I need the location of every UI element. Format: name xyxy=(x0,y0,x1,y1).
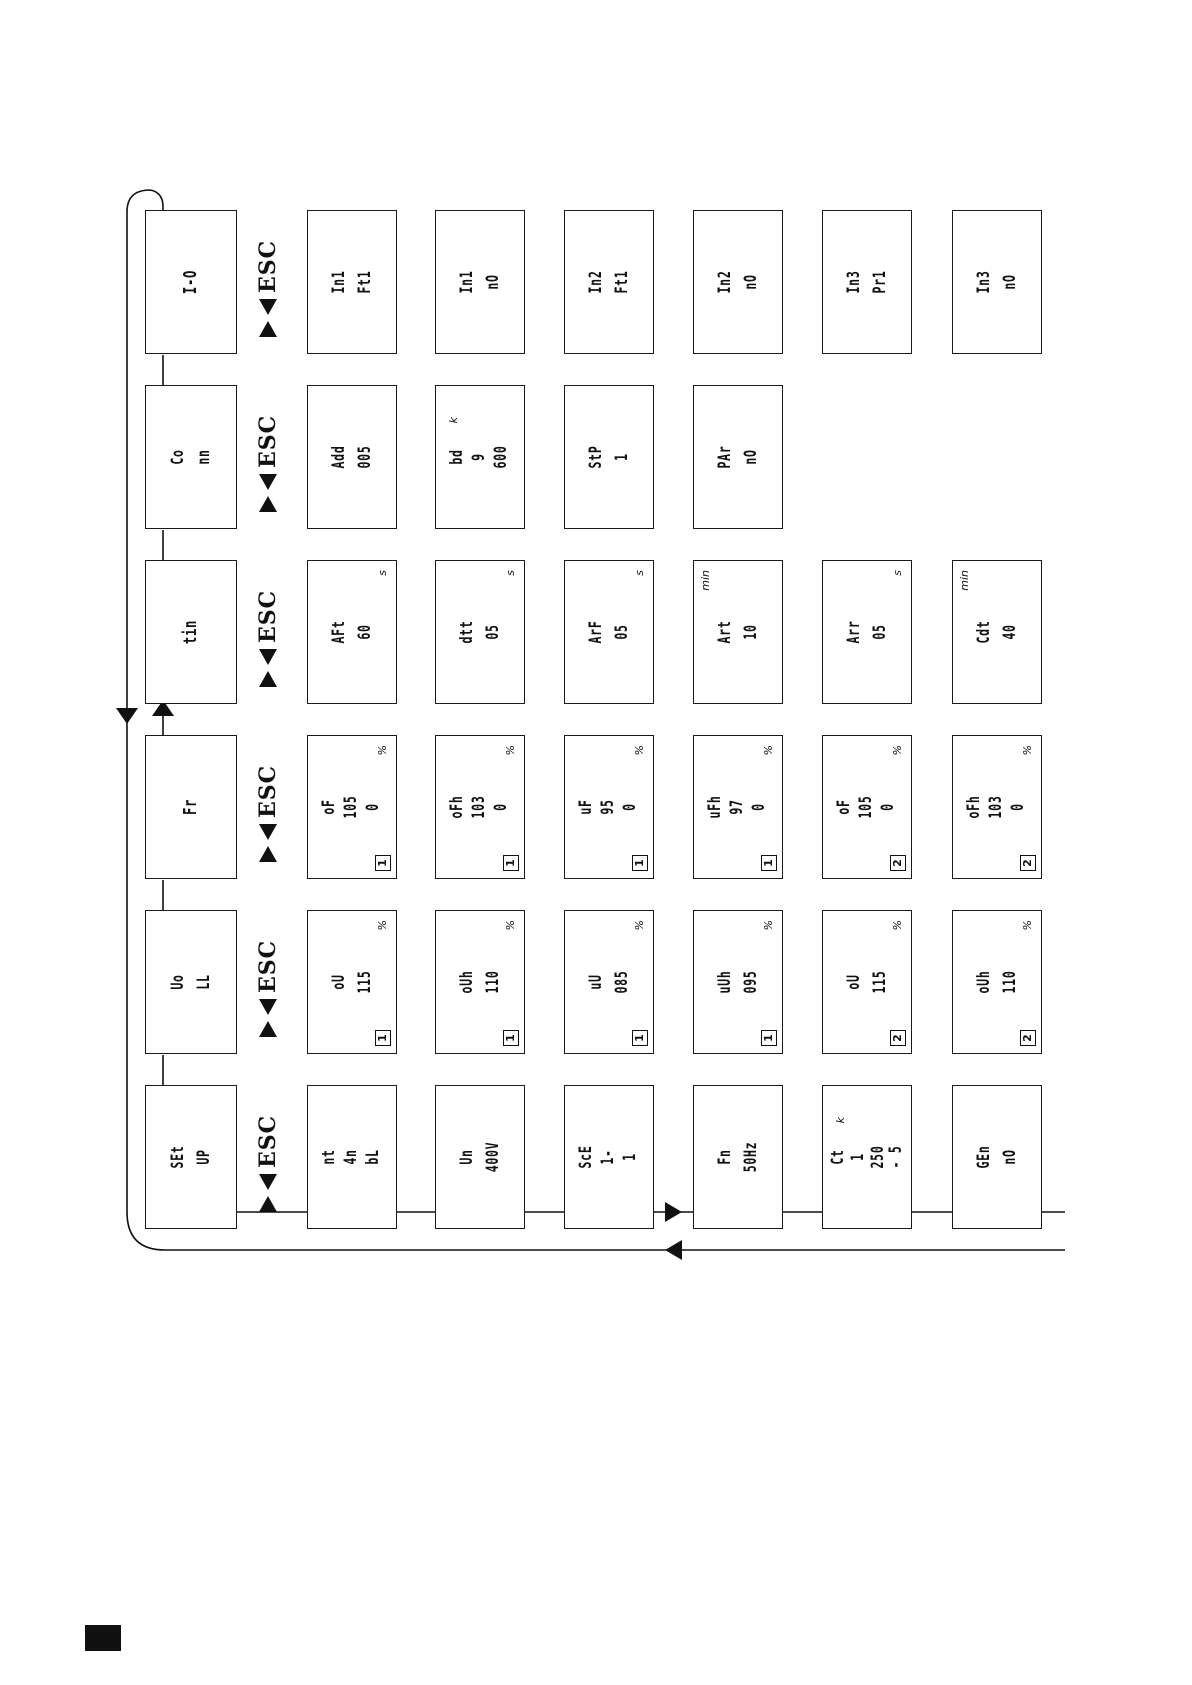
lcd-line: 0 xyxy=(363,803,383,811)
channel-badge: 1 xyxy=(761,1030,777,1046)
unit-label: % xyxy=(376,745,389,756)
channel-badge: 1 xyxy=(632,855,648,871)
lcd-display xyxy=(437,212,523,352)
unit-label: % xyxy=(504,920,517,931)
lcd-line: oUh xyxy=(457,970,477,994)
lcd-display xyxy=(309,1087,395,1227)
unit-label: % xyxy=(504,745,517,756)
lcd-line: 095 xyxy=(741,970,761,994)
unit-label: min xyxy=(958,570,971,591)
lcd-line: uFh xyxy=(705,795,725,819)
parameter-frequency-6[interactable] xyxy=(952,735,1042,879)
unit-label: % xyxy=(376,920,389,931)
menu-voltage[interactable] xyxy=(145,910,237,1054)
channel-badge: 1 xyxy=(375,855,391,871)
lcd-line: oUh xyxy=(974,970,994,994)
lcd-display xyxy=(954,737,1040,877)
lcd-line: tin xyxy=(180,619,201,645)
parameter-io-1[interactable] xyxy=(307,210,397,354)
esc-nav-row xyxy=(255,227,281,337)
lcd-line: 110 xyxy=(1000,970,1020,994)
lcd-display xyxy=(695,1087,781,1227)
esc-navigation[interactable] xyxy=(255,1102,281,1212)
unit-label: % xyxy=(891,920,904,931)
kilo-marker: k xyxy=(834,1117,847,1124)
lcd-display xyxy=(566,212,652,352)
lcd-line: 105 xyxy=(341,795,361,819)
parameter-frequency-2[interactable] xyxy=(435,735,525,879)
lcd-line: 250 xyxy=(868,1145,888,1169)
lcd-line: 50Hz xyxy=(741,1141,761,1173)
lcd-line: nO xyxy=(741,449,761,465)
lcd-display xyxy=(566,562,652,702)
arrow-down-icon[interactable] xyxy=(259,671,277,687)
arrow-down-icon[interactable] xyxy=(259,846,277,862)
lcd-line: In1 xyxy=(329,270,349,294)
lcd-line: 05 xyxy=(870,624,890,640)
lcd-line: 600 xyxy=(491,445,511,469)
lcd-display xyxy=(309,912,395,1052)
parameter-communication-3[interactable] xyxy=(564,385,654,529)
lcd-line: 05 xyxy=(483,624,503,640)
parameter-communication-4[interactable] xyxy=(693,385,783,529)
lcd-line: dtt xyxy=(457,620,477,644)
lcd-display xyxy=(954,912,1040,1052)
arrow-up-icon[interactable] xyxy=(259,474,277,490)
lcd-line: 115 xyxy=(355,970,375,994)
lcd-line: ScE xyxy=(576,1145,596,1169)
arrow-up-icon[interactable] xyxy=(259,649,277,665)
esc-label[interactable]: ESC xyxy=(255,589,281,643)
channel-badge: 1 xyxy=(761,855,777,871)
parameter-timers-6[interactable] xyxy=(952,560,1042,704)
arrow-down-icon[interactable] xyxy=(259,1196,277,1212)
lcd-display xyxy=(695,737,781,877)
parameter-timers-2[interactable] xyxy=(435,560,525,704)
arrow-down-icon[interactable] xyxy=(259,321,277,337)
lcd-line: 005 xyxy=(355,445,375,469)
lcd-line: Add xyxy=(329,445,349,469)
lcd-line: Fr xyxy=(180,798,201,816)
lcd-line: SEt xyxy=(168,1145,188,1169)
lcd-display xyxy=(437,737,523,877)
lcd-line: 1- xyxy=(598,1149,618,1165)
lcd-line: 4n xyxy=(341,1149,361,1165)
lcd-display xyxy=(148,912,234,1052)
lcd-line: 10 xyxy=(741,624,761,640)
parameter-voltage-1[interactable] xyxy=(307,910,397,1054)
parameter-setup-1[interactable] xyxy=(307,1085,397,1229)
channel-badge: 2 xyxy=(1020,855,1036,871)
lcd-display xyxy=(954,562,1040,702)
lcd-line: Arr xyxy=(844,620,864,644)
lcd-display xyxy=(824,562,910,702)
parameter-frequency-3[interactable] xyxy=(564,735,654,879)
esc-navigation[interactable] xyxy=(255,227,281,337)
lcd-line: bL xyxy=(363,1149,383,1165)
arrow-up-icon[interactable] xyxy=(259,299,277,315)
lcd-line: 95 xyxy=(598,799,618,815)
lcd-display xyxy=(695,387,781,527)
lcd-line: Ft1 xyxy=(355,270,375,294)
menu-communication[interactable] xyxy=(145,385,237,529)
lcd-line: 40 xyxy=(1000,624,1020,640)
parameter-voltage-4[interactable] xyxy=(693,910,783,1054)
lcd-line: Ft1 xyxy=(612,270,632,294)
lcd-line: Pr1 xyxy=(870,270,890,294)
esc-navigation[interactable] xyxy=(255,577,281,687)
lcd-line: Uo xyxy=(168,974,188,990)
lcd-line: Fn xyxy=(715,1149,735,1165)
lcd-line: 105 xyxy=(856,795,876,819)
channel-badge: 1 xyxy=(503,855,519,871)
lcd-line: 0 xyxy=(620,803,640,811)
lcd-display xyxy=(148,1087,234,1227)
channel-badge: 1 xyxy=(632,1030,648,1046)
lcd-display xyxy=(309,212,395,352)
lcd-line: 9 xyxy=(469,453,489,461)
esc-nav-row xyxy=(255,402,281,512)
lcd-line: ArF xyxy=(586,620,606,644)
lcd-line: 60 xyxy=(355,624,375,640)
lcd-line: PAr xyxy=(715,445,735,469)
esc-label[interactable]: ESC xyxy=(255,239,281,293)
lcd-line: 085 xyxy=(612,970,632,994)
lcd-display xyxy=(695,912,781,1052)
parameter-setup-3[interactable] xyxy=(564,1085,654,1229)
lcd-display xyxy=(695,562,781,702)
lcd-display xyxy=(437,562,523,702)
lcd-line: Un xyxy=(457,1149,477,1165)
parameter-voltage-2[interactable] xyxy=(435,910,525,1054)
kilo-marker: k xyxy=(447,417,460,424)
esc-navigation[interactable] xyxy=(255,927,281,1037)
arrow-up-icon[interactable] xyxy=(259,1174,277,1190)
arrow-up-icon[interactable] xyxy=(259,824,277,840)
menu-frequency[interactable] xyxy=(145,735,237,879)
lcd-line: nO xyxy=(1000,1149,1020,1165)
parameter-voltage-6[interactable] xyxy=(952,910,1042,1054)
parameter-timers-1[interactable] xyxy=(307,560,397,704)
page-marker xyxy=(85,1625,121,1651)
unit-label: s xyxy=(504,570,517,576)
lcd-line: nt xyxy=(319,1149,339,1165)
lcd-line: 103 xyxy=(469,795,489,819)
lcd-line: Ct xyxy=(828,1149,848,1165)
lcd-line: nn xyxy=(194,449,214,465)
lcd-line: 1 xyxy=(612,453,632,461)
lcd-display xyxy=(148,737,234,877)
lcd-display xyxy=(824,912,910,1052)
lcd-display xyxy=(566,912,652,1052)
lcd-line: 110 xyxy=(483,970,503,994)
lcd-line: 1 xyxy=(620,1153,640,1161)
unit-label: % xyxy=(1021,920,1034,931)
parameter-frequency-1[interactable] xyxy=(307,735,397,879)
lcd-line: nO xyxy=(741,274,761,290)
parameter-frequency-4[interactable] xyxy=(693,735,783,879)
lcd-line: oFh xyxy=(447,795,467,819)
lcd-display xyxy=(695,212,781,352)
lcd-display xyxy=(148,387,234,527)
esc-navigation[interactable] xyxy=(255,402,281,512)
parameter-io-6[interactable] xyxy=(952,210,1042,354)
lcd-display xyxy=(824,1087,910,1227)
lcd-line: 0 xyxy=(878,803,898,811)
lcd-line: 103 xyxy=(986,795,1006,819)
arrow-up-icon[interactable] xyxy=(259,999,277,1015)
esc-label[interactable]: ESC xyxy=(255,1114,281,1168)
unit-label: s xyxy=(633,570,646,576)
parameter-timers-3[interactable] xyxy=(564,560,654,704)
esc-nav-row xyxy=(255,752,281,862)
unit-label: s xyxy=(376,570,389,576)
menu-timers[interactable] xyxy=(145,560,237,704)
lcd-display xyxy=(824,212,910,352)
lcd-line: oF xyxy=(834,799,854,815)
unit-label: s xyxy=(891,570,904,576)
lcd-line: StP xyxy=(586,445,606,469)
parameter-voltage-5[interactable] xyxy=(822,910,912,1054)
unit-label: % xyxy=(1021,745,1034,756)
channel-badge: 1 xyxy=(503,1030,519,1046)
lcd-line: I-O xyxy=(180,269,201,295)
lcd-display xyxy=(566,737,652,877)
unit-label: % xyxy=(633,920,646,931)
esc-navigation[interactable] xyxy=(255,752,281,862)
esc-label[interactable]: ESC xyxy=(255,414,281,468)
esc-nav-row xyxy=(255,1102,281,1212)
lcd-display xyxy=(824,737,910,877)
channel-badge: 2 xyxy=(1020,1030,1036,1046)
lcd-display xyxy=(148,562,234,702)
lcd-line: oF xyxy=(319,799,339,815)
unit-label: % xyxy=(762,920,775,931)
lcd-display xyxy=(309,387,395,527)
lcd-display xyxy=(437,387,523,527)
unit-label: % xyxy=(762,745,775,756)
esc-nav-row xyxy=(255,577,281,687)
lcd-line: Co xyxy=(168,449,188,465)
channel-badge: 1 xyxy=(375,1030,391,1046)
parameter-setup-6[interactable] xyxy=(952,1085,1042,1229)
lcd-line: 05 xyxy=(612,624,632,640)
lcd-line: uU xyxy=(586,974,606,990)
unit-label: % xyxy=(891,745,904,756)
parameter-setup-2[interactable] xyxy=(435,1085,525,1229)
lcd-line: - 5 xyxy=(886,1145,906,1169)
lcd-line: In2 xyxy=(715,270,735,294)
esc-label[interactable]: ESC xyxy=(255,939,281,993)
lcd-display xyxy=(954,212,1040,352)
lcd-line: oU xyxy=(329,974,349,990)
parameter-frequency-5[interactable] xyxy=(822,735,912,879)
lcd-line: Cdt xyxy=(974,620,994,644)
lcd-display xyxy=(566,1087,652,1227)
arrow-down-icon[interactable] xyxy=(259,1021,277,1037)
esc-label[interactable]: ESC xyxy=(255,764,281,818)
channel-badge: 2 xyxy=(890,855,906,871)
parameter-timers-5[interactable] xyxy=(822,560,912,704)
menu-io[interactable] xyxy=(145,210,237,354)
unit-label: % xyxy=(633,745,646,756)
lcd-display xyxy=(309,562,395,702)
lcd-line: uUh xyxy=(715,970,735,994)
esc-nav-row xyxy=(255,927,281,1037)
lcd-line: In3 xyxy=(974,270,994,294)
lcd-line: GEn xyxy=(974,1145,994,1169)
parameter-io-2[interactable] xyxy=(435,210,525,354)
lcd-line: nO xyxy=(1000,274,1020,290)
lcd-line: oFh xyxy=(964,795,984,819)
lcd-line: bd xyxy=(447,449,467,465)
lcd-line: LL xyxy=(194,974,214,990)
lcd-line: uF xyxy=(576,799,596,815)
lcd-line: 0 xyxy=(1008,803,1028,811)
parameter-io-3[interactable] xyxy=(564,210,654,354)
lcd-display xyxy=(309,737,395,877)
arrow-down-icon[interactable] xyxy=(259,496,277,512)
lcd-line: 1 xyxy=(848,1153,868,1161)
lcd-line: AFt xyxy=(329,620,349,644)
parameter-timers-4[interactable] xyxy=(693,560,783,704)
lcd-line: nO xyxy=(483,274,503,290)
lcd-line: 0 xyxy=(749,803,769,811)
lcd-display xyxy=(566,387,652,527)
parameter-voltage-3[interactable] xyxy=(564,910,654,1054)
lcd-display xyxy=(148,212,234,352)
parameter-io-5[interactable] xyxy=(822,210,912,354)
parameter-setup-5[interactable] xyxy=(822,1085,912,1229)
lcd-line: 0 xyxy=(491,803,511,811)
lcd-line: 97 xyxy=(727,799,747,815)
lcd-display xyxy=(954,1087,1040,1227)
lcd-line: UP xyxy=(194,1149,214,1165)
parameter-communication-2[interactable] xyxy=(435,385,525,529)
parameter-io-4[interactable] xyxy=(693,210,783,354)
lcd-display xyxy=(437,912,523,1052)
menu-setup[interactable] xyxy=(145,1085,237,1229)
lcd-line: In3 xyxy=(844,270,864,294)
lcd-line: In1 xyxy=(457,270,477,294)
lcd-line: 115 xyxy=(870,970,890,994)
parameter-communication-1[interactable] xyxy=(307,385,397,529)
lcd-line: 400V xyxy=(483,1141,503,1173)
unit-label: min xyxy=(699,570,712,591)
lcd-display xyxy=(437,1087,523,1227)
parameter-setup-4[interactable] xyxy=(693,1085,783,1229)
lcd-line: In2 xyxy=(586,270,606,294)
channel-badge: 2 xyxy=(890,1030,906,1046)
lcd-line: Art xyxy=(715,620,735,644)
lcd-line: oU xyxy=(844,974,864,990)
